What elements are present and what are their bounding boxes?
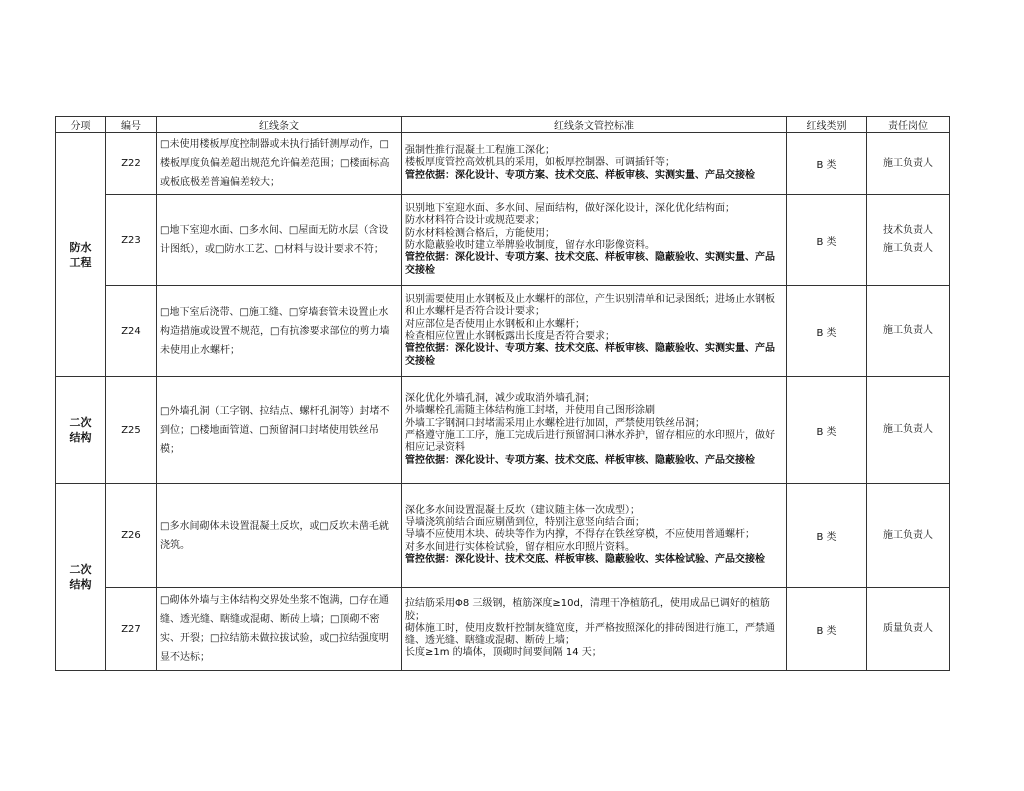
type-cell: B 类 xyxy=(787,588,867,671)
table-row xyxy=(56,377,950,484)
standard-line: 砌体施工时，使用皮数杆控制灰缝宽度，并严格按照深化的排砖图进行施工，严禁通缝、透光缝、瞎缝或混砌、断砖上墙； xyxy=(405,622,775,647)
standard-line: 深化优化外墙孔洞，减少或取消外墙孔洞； xyxy=(405,393,595,405)
table-header-row xyxy=(56,117,950,133)
standard-cell xyxy=(402,195,787,286)
table-row xyxy=(56,286,950,377)
clause-text: □地下室后浇带、□施工缝、□穿墙套管未设置止水构造措施或设置不规范，□有抗渗要求部位的剪力墙未使用止水螺杆； xyxy=(160,306,390,356)
control-basis: 管控依据：深化设计、专项方案、技术交底、样板审核、隐蔽验收、实测实量、产品交接检 xyxy=(405,343,775,367)
standard-line: 识别地下室迎水面、多水间、屋面结构，做好深化设计，深化优化结构面； xyxy=(405,203,735,215)
control-basis: 管控依据：深化设计、专项方案、技术交底、样板审核、实测实量、产品交接检 xyxy=(405,169,755,181)
control-basis: 管控依据：深化设计、技术交底、样板审核、隐蔽验收、实体检试验、产品交接检 xyxy=(405,553,765,565)
standard-line: 对应部位是否使用止水钢板和止水螺杆； xyxy=(405,318,585,330)
row-id: Z22 xyxy=(106,133,157,195)
control-basis: 管控依据：深化设计、专项方案、技术交底、样板审核、隐蔽验收、产品交接检 xyxy=(405,454,755,466)
clause-text: □地下室迎水面、□多水间、□屋面无防水层（含设计图纸），或□防水工艺、□材料与设计要求不符； xyxy=(160,225,389,255)
clause-text: □外墙孔洞（工字钢、拉结点、螺杆孔洞等）封堵不到位；□楼地面管道、□预留洞口封堵使用铁丝吊模； xyxy=(160,405,390,455)
standard-cell xyxy=(402,588,787,671)
row-id: Z25 xyxy=(106,377,157,484)
clause-text: □未使用楼板厚度控制器或未执行插钎测厚动作，□楼板厚度负偏差超出规范允许偏差范围；□楼面标高或板底极差普遍偏差较大； xyxy=(160,139,390,188)
standard-line: 严格遵守施工工序，施工完成后进行预留洞口淋水养护，留存相应的水印照片，做好相应记录资料 xyxy=(405,430,775,454)
table-row xyxy=(56,195,950,286)
type-cell: B 类 xyxy=(787,195,867,286)
role-cell xyxy=(867,377,950,484)
standard-line: 外墙螺栓孔需随主体结构施工封堵，并使用自己图形涂刷 xyxy=(405,405,655,417)
category-cell: 二次结构 xyxy=(56,377,106,484)
category-cell: 防水工程 xyxy=(56,133,106,377)
role-cell xyxy=(867,133,950,195)
standard-line: 检查相应位置止水钢板露出长度是否符合要求； xyxy=(405,331,615,342)
type-cell: B 类 xyxy=(787,484,867,588)
clause-cell xyxy=(157,133,402,195)
role-name: 技术负责人 xyxy=(883,225,933,236)
header-clause: 红线条文 xyxy=(157,117,402,133)
standard-line: 导墙浇筑前结合面应剔凿到位，特别注意竖向结合面； xyxy=(405,517,645,529)
role-cell xyxy=(867,195,950,286)
header-standard: 红线条文管控标准 xyxy=(402,117,787,133)
row-id: Z27 xyxy=(106,588,157,671)
standard-cell xyxy=(402,484,787,588)
clause-cell xyxy=(157,195,402,286)
standard-cell xyxy=(402,377,787,484)
standard-line: 防水材料符合设计或规范要求； xyxy=(405,215,545,227)
table-row xyxy=(56,588,950,671)
standard-line: 对多水间进行实体检试验，留存相应水印照片资料。 xyxy=(405,541,635,553)
role-name: 施工负责人 xyxy=(883,325,933,336)
clause-cell xyxy=(157,286,402,377)
control-basis: 管控依据：深化设计、专项方案、技术交底、样板审核、隐蔽验收、实测实量、产品交接检 xyxy=(405,252,775,276)
role-name: 质量负责人 xyxy=(883,623,933,634)
header-type: 红线类别 xyxy=(787,117,867,133)
role-name: 施工负责人 xyxy=(883,157,933,169)
row-id: Z26 xyxy=(106,484,157,588)
clause-text: □多水间砌体未设置混凝土反坎，或□反坎未凿毛就浇筑。 xyxy=(160,520,389,551)
category-cell: 二次结构 xyxy=(56,484,106,671)
red-line-table xyxy=(55,116,950,671)
role-name: 施工负责人 xyxy=(883,424,933,435)
clause-cell xyxy=(157,588,402,671)
clause-cell xyxy=(157,484,402,588)
type-cell: B 类 xyxy=(787,286,867,377)
role-cell xyxy=(867,484,950,588)
standard-line: 强制性推行混凝土工程施工深化； xyxy=(405,145,555,157)
header-number: 编号 xyxy=(106,117,157,133)
row-id: Z23 xyxy=(106,195,157,286)
standard-line: 导墙不应使用木块、砖块等作为内撑，不得存在铁丝穿模，不应使用普通螺杆； xyxy=(405,529,755,541)
standard-line: 拉结筋采用Φ8 三级钢，植筋深度≥10d，清理干净植筋孔，使用成品已调好的植筋胶； xyxy=(405,598,770,622)
standard-line: 深化多水间设置混凝土反坎（建议随主体一次成型）； xyxy=(405,504,640,516)
role-cell xyxy=(867,286,950,377)
standard-cell xyxy=(402,286,787,377)
standard-line: 楼板厚度管控高效机具的采用，如板厚控制器、可调插钎等； xyxy=(405,157,675,169)
header-role: 责任岗位 xyxy=(867,117,950,133)
role-name: 施工负责人 xyxy=(883,529,933,541)
standard-line: 防水隐蔽验收时建立举牌验收制度，留存水印影像资料。 xyxy=(405,240,655,251)
row-id: Z24 xyxy=(106,286,157,377)
type-cell: B 类 xyxy=(787,377,867,484)
header-category: 分项 xyxy=(56,117,106,133)
standard-line: 长度≥1m 的墙体，顶砌时间要间隔 14 天； xyxy=(405,647,602,659)
standard-line: 防水材料检测合格后，方能使用； xyxy=(405,227,555,239)
table-row xyxy=(56,484,950,588)
role-name: 施工负责人 xyxy=(883,243,933,254)
type-cell: B 类 xyxy=(787,133,867,195)
clause-cell xyxy=(157,377,402,484)
clause-text: □砌体外墙与主体结构交界处坐浆不饱满，□存在通缝、透光缝、瞎缝或混砌、断砖上墙；□顶砌不密实、开裂；□拉结筋未做拉拔试验，或□拉结强度明显不达标； xyxy=(160,595,389,663)
role-cell xyxy=(867,588,950,671)
standard-line: 外墙工字钢洞口封堵需采用止水螺栓进行加固，严禁使用铁丝吊洞； xyxy=(405,417,705,429)
standard-line: 识别需要使用止水钢板及止水螺杆的部位，产生识别清单和记录图纸；进场止水钢板和止水螺杆是否符合设计要求； xyxy=(405,294,775,318)
table-row xyxy=(56,133,950,195)
standard-cell xyxy=(402,133,787,195)
